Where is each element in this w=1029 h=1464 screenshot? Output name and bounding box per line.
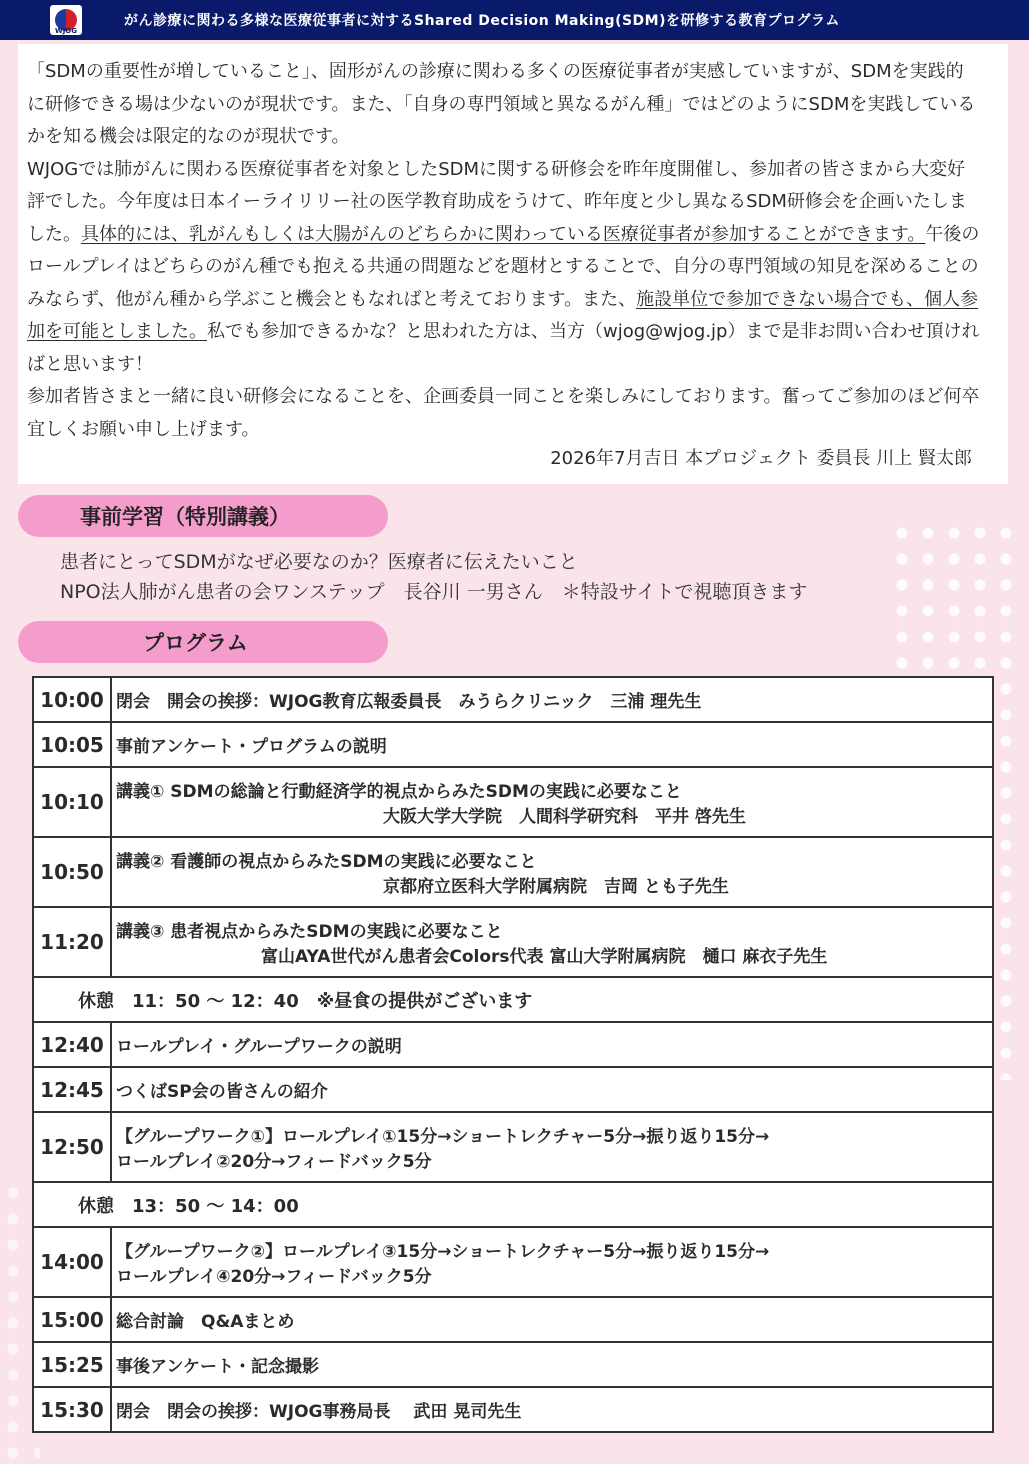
lecture-title: 講義① SDMの総論と行動経済学的視点からみたSDMの実践に必要なこと bbox=[116, 782, 682, 802]
intro-text-2c: 私でも参加できるかな？と思われた方は、当方（wjog@wjog.jp）まで是非お問い合わせ頂ければと思います！ bbox=[27, 321, 980, 375]
groupwork-line-1: 【グループワーク②】ロールプレイ③15分→ショートレクチャー5分→振り返り15分→ bbox=[116, 1242, 770, 1262]
row-time: 12:45 bbox=[33, 1067, 111, 1112]
row-time: 10:05 bbox=[33, 722, 111, 767]
wjog-logo bbox=[50, 5, 82, 35]
row-desc: 事前アンケート・プログラムの説明 bbox=[111, 722, 993, 767]
lecture-title: 講義③ 患者視点からみたSDMの実践に必要なこと bbox=[116, 922, 503, 942]
pre-study-heading: 事前学習（特別講義） bbox=[18, 495, 388, 537]
row-time: 10:50 bbox=[33, 837, 111, 907]
signature: 2026年7月吉日 本プロジェクト 委員長 川上 賢太郎 bbox=[550, 448, 972, 469]
program-heading: プログラム bbox=[18, 621, 388, 663]
page-title: がん診療に関わる多様な医療従事者に対するShared Decision Making(SDM)を研修する教育プログラム bbox=[124, 13, 840, 29]
intro-panel bbox=[18, 44, 1008, 484]
table-row bbox=[33, 1387, 993, 1432]
row-time: 10:00 bbox=[33, 677, 111, 722]
row-desc: 閉会 開会の挨拶：WJOG教育広報委員長 みうらクリニック 三浦 理先生 bbox=[111, 677, 993, 722]
lecturer: 京都府立医科大学附属病院 吉岡 とも子先生 bbox=[383, 877, 729, 897]
table-row bbox=[33, 1022, 993, 1067]
table-row bbox=[33, 1067, 993, 1112]
row-desc bbox=[111, 837, 993, 907]
lecture-title: 講義② 看護師の視点からみたSDMの実践に必要なこと bbox=[116, 852, 537, 872]
row-time: 15:00 bbox=[33, 1297, 111, 1342]
row-time: 14:00 bbox=[33, 1227, 111, 1297]
table-row bbox=[33, 722, 993, 767]
row-desc bbox=[111, 1227, 993, 1297]
groupwork-line-2: ロールプレイ④20分→フィードバック5分 bbox=[116, 1267, 432, 1287]
row-desc bbox=[111, 1112, 993, 1182]
lecturer: 大阪大学大学院 人間科学研究科 平井 啓先生 bbox=[383, 807, 746, 827]
table-row bbox=[33, 1112, 993, 1182]
pre-study-line-2: NPO法人肺がん患者の会ワンステップ 長谷川 一男さん ＊特設サイトで視聴頂きます bbox=[60, 581, 808, 603]
row-desc: 総合討論 Q&Aまとめ bbox=[111, 1297, 993, 1342]
intro-underline-1: 具体的には、乳がんもしくは大腸がんのどちらかに関わっている医療従事者が参加することができます。 bbox=[81, 223, 926, 245]
row-desc: つくばSP会の皆さんの紹介 bbox=[111, 1067, 993, 1112]
table-row bbox=[33, 907, 993, 977]
intro-underline-2: 施設単位で参加できない場合でも、個人参加を可能としました。 bbox=[27, 288, 979, 342]
break-text: 休憩 13：50 ～ 14：00 bbox=[33, 1182, 993, 1227]
row-time: 12:40 bbox=[33, 1022, 111, 1067]
table-row bbox=[33, 837, 993, 907]
intro-paragraph-1: 「SDMの重要性が増していること」、固形がんの診療に関わる多くの医療従事者が実感していますが、SDMを実践的に研修できる場は少ないのが現状です。また、「自身の専門領域と異なるがん種」ではどのようにSDMを実践しているかを知る機会は限定的なのが現状です。 bbox=[27, 61, 976, 147]
lecturer: 富山AYA世代がん患者会Colors代表 富山大学附属病院 樋口 麻衣子先生 bbox=[261, 947, 828, 967]
intro-paragraph-3: 参加者皆さまと一緒に良い研修会になることを、企画委員一同ことを楽しみにしております。奮ってご参加のほど何卒宜しくお願い申し上げます。 bbox=[27, 386, 980, 440]
row-time: 11:20 bbox=[33, 907, 111, 977]
row-desc: 閉会 閉会の挨拶：WJOG事務局長 武田 晃司先生 bbox=[111, 1387, 993, 1432]
break-text: 休憩 11：50 ～ 12：40 ※昼食の提供がございます bbox=[33, 977, 993, 1022]
table-row bbox=[33, 767, 993, 837]
table-row bbox=[33, 1297, 993, 1342]
logo-text: WJOG bbox=[54, 27, 78, 35]
row-desc bbox=[111, 907, 993, 977]
groupwork-line-1: 【グループワーク①】ロールプレイ①15分→ショートレクチャー5分→振り返り15分→ bbox=[116, 1127, 770, 1147]
break-row bbox=[33, 1182, 993, 1227]
pre-study-line-1: 患者にとってSDMがなぜ必要なのか？医療者に伝えたいこと bbox=[60, 551, 578, 573]
header-bar bbox=[0, 0, 1029, 40]
row-time: 15:25 bbox=[33, 1342, 111, 1387]
program-table bbox=[32, 676, 994, 1433]
intro-text-2a: WJOGでは肺がんに関わる医療従事者を対象としたSDMに関する研修会を昨年度開催し、参加者の皆さまから大変好評でした。今年度は日本イーライリリー社の医学教育助成をうけて、昨年度と少し異なるSDM研修会を企画いたしました。 bbox=[27, 158, 967, 245]
row-desc: 事後アンケート・記念撮影 bbox=[111, 1342, 993, 1387]
pre-study-body bbox=[60, 547, 807, 607]
row-time: 10:10 bbox=[33, 767, 111, 837]
row-time: 15:30 bbox=[33, 1387, 111, 1432]
table-row bbox=[33, 1227, 993, 1297]
intro-text-2b: 午後のロールプレイはどちらのがん種でも抱える共通の問題などを題材とすることで、自分の専門領域の知見を深めることのみならず、他がん種から学ぶこと機会ともなればと考えております。また、 bbox=[27, 223, 980, 310]
break-row bbox=[33, 977, 993, 1022]
intro-paragraph-2 bbox=[18, 154, 1008, 382]
row-time: 12:50 bbox=[33, 1112, 111, 1182]
table-row bbox=[33, 677, 993, 722]
row-desc bbox=[111, 767, 993, 837]
table-row bbox=[33, 1342, 993, 1387]
row-desc: ロールプレイ・グループワークの説明 bbox=[111, 1022, 993, 1067]
groupwork-line-2: ロールプレイ②20分→フィードバック5分 bbox=[116, 1152, 432, 1172]
